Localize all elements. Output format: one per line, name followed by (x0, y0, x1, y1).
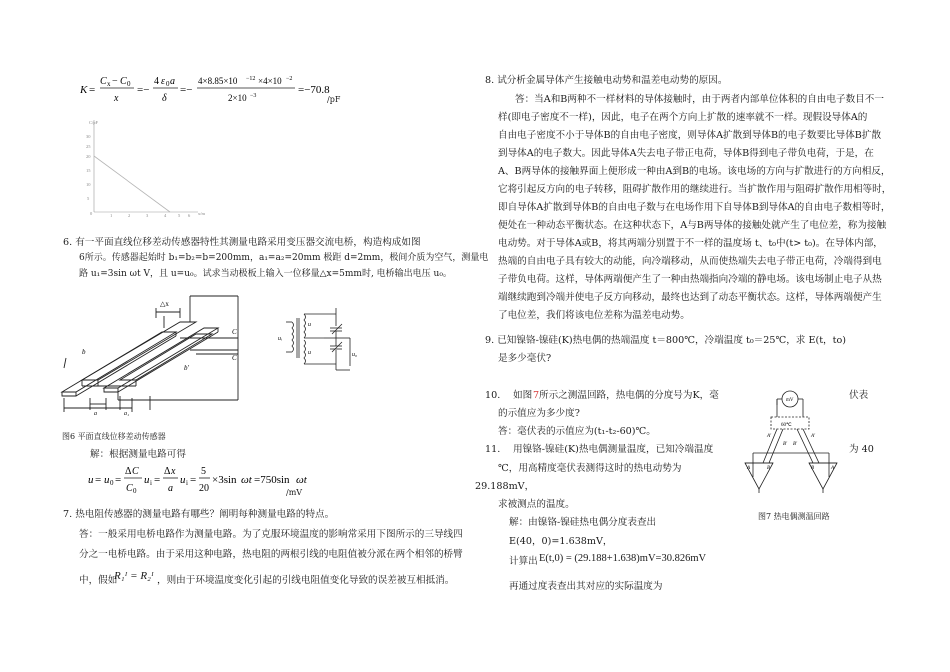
q11-line-2: ℃，用高精度毫伏表测得这时的热电动势为 (498, 463, 682, 474)
q10-line-2: 的示值应为多少度? (498, 408, 580, 419)
fig7-label-b3: B (767, 466, 771, 471)
svg-text:ε: ε (161, 76, 165, 87)
svg-text:ωt: ωt (241, 474, 252, 486)
q11-line-3: 29.188mV， (475, 481, 535, 492)
svg-text:4×8.85×10: 4×8.85×10 (198, 76, 238, 86)
graph-ytick: 25 (86, 144, 91, 149)
q11-formula-e: E(t,0) = (29.188+1.638)mV=30.826mV (539, 553, 707, 564)
svg-text:−3: −3 (250, 93, 257, 99)
q10-answer: 答：毫伏表的示值应为(t₁-t₂-60)℃。 (498, 426, 656, 437)
q7-line-1: 7. 热电阻传感器的测量电路有哪些？阐明每种测量电路的特点。 (63, 509, 335, 520)
svg-text:K: K (80, 84, 88, 96)
graph-ytick: 5 (87, 196, 90, 201)
fig7-label-a1: A' (767, 434, 772, 439)
svg-text:0: 0 (133, 487, 137, 495)
figure-7 (733, 385, 853, 505)
formula-u (88, 462, 318, 498)
svg-text:u: u (88, 474, 94, 486)
q6-line-3: 路 u₁=3sin ωt V，且 u=u₀。试求当动极板上输入一位移量△x=5mm时, 电桥输出电压 u₀。 (79, 269, 452, 279)
svg-text:0: 0 (166, 80, 170, 88)
svg-text:×3sin: ×3sin (212, 474, 237, 486)
fig6-label-dx: △x (160, 300, 169, 308)
fig6-label-ui: uᵢ (278, 336, 282, 342)
graph-xtick: 6 (188, 213, 191, 218)
svg-text:=−70.8: =−70.8 (298, 84, 330, 96)
q11-line-4: 求被测点的温度。 (498, 499, 575, 510)
fig7-meter-label: mV (786, 398, 794, 403)
figure-7-svg (733, 385, 853, 505)
q8-answer-line: 到导体A的电子数大。因此导体A失去电子带正电荷，导体B得到电子带负电荷，于是，在 (498, 148, 874, 159)
q7-line-4b: ，则由于环境温度变化引起的引线电阻值变化导致的误差被互相抵消。 (157, 575, 455, 586)
svg-text:=: = (95, 474, 102, 486)
graph-ytick: 15 (86, 168, 91, 173)
fig7-label-a3: A (747, 466, 751, 471)
q7-formula-r: R₁ᴵ = R₂ᴵ (114, 570, 154, 582)
q11-text: 用镍铬-镍硅(K)热电偶测量温度，已知冷端温度 (513, 444, 714, 455)
q8-answer-line: 它将引起反方向的电子转移，阻碍扩散作用的继续进行。当扩散作用与阻碍扩散作用相等时， (498, 184, 892, 195)
svg-text:2×10: 2×10 (228, 93, 247, 103)
svg-text:u: u (104, 474, 110, 486)
right-column (475, 0, 950, 672)
fig7-caption: 图7 热电偶测温回路 (758, 512, 830, 521)
q10-text-a: 如图 (513, 390, 533, 401)
figure-6 (60, 288, 380, 423)
fig6-label-c1: C (232, 328, 237, 336)
fig6-caption: 图6 平面直线位移差动传感器 (62, 432, 166, 441)
graph-line (94, 156, 170, 212)
q8-answer-line: 端继续跑到冷端并使电子反方向移动，最终也达到了动态平衡状态。这样，导体两端便产生 (498, 292, 882, 303)
graph-xtick: 3 (146, 213, 149, 218)
q7-line-2: 答：一般采用电桥电路作为测量电路。为了克服环境温度的影响常采用下图所示的三导线四 (79, 529, 463, 540)
svg-text:ωt: ωt (296, 474, 307, 486)
graph-ytick: 20 (86, 154, 91, 159)
q6-line-2: 6所示。传感器起始时 b₁=b₂=b=200mm，a₁=a₂=20mm 极距 d=2mm，极间介质为空气，测量电 (79, 253, 489, 263)
q11-number: 11. (485, 444, 501, 455)
graph-xtick: 1 (110, 213, 113, 218)
formula-u-unit: /mV (286, 488, 303, 497)
graph-xtick: 4 (164, 213, 167, 218)
capacitance-graph (86, 116, 216, 222)
svg-text:δ: δ (162, 93, 167, 104)
q8-answer-line: 电动势。对于导体A或B，将其两端分别置于不一样的温度场 t、t₀中(t> t₀)。在导体内部， (498, 238, 883, 249)
q8-answer-line: 了电位差，我们将该电位差称为温差电动势。 (498, 310, 690, 321)
q8-answer-line: 子带负电荷。这样，导体两端便产生了一种由热端指向冷端的静电场。该电场制止电子从热 (498, 274, 882, 285)
q11-answer-2: E(40，0)=1.638mV， (509, 536, 613, 547)
fig7-label-b4: B (811, 466, 815, 471)
svg-text:x: x (171, 466, 176, 477)
svg-text:u: u (144, 474, 150, 486)
svg-text:x: x (114, 93, 119, 104)
q11-answer-1: 解：由镍铬-镍硅热电偶分度表查出 (509, 517, 657, 528)
q8-answer-line: 即自导体A扩散到导体B的自由电子数与在电场作用下自导体B到导体A的自由电子数相等时， (498, 202, 891, 213)
svg-text:0: 0 (110, 479, 114, 487)
q11-answer-4: 再通过度表查出其对应的实际温度为 (509, 581, 663, 592)
svg-text:×4×10: ×4×10 (258, 76, 282, 86)
q8-answer-line: A、B两导体的接触界面上便形成一种由A到B的电场。该电场的方向与扩散进行的方向相反， (498, 166, 891, 177)
fig7-label-a4: A (831, 466, 835, 471)
svg-text:i: i (186, 479, 188, 487)
q10-text-b: 所示之测温回路，热电偶的分度号为K，毫 (539, 390, 719, 401)
fig6-label-u0: u₀ (352, 352, 358, 358)
svg-text:−12: −12 (246, 76, 256, 82)
fig6-label-b: b (82, 348, 86, 356)
svg-text:=750sin: =750sin (254, 474, 290, 486)
graph-xtick: 5 (178, 213, 181, 218)
answer6-intro: 解：根据测量电路可得 (90, 449, 186, 460)
svg-text:20: 20 (199, 483, 209, 494)
fig6-label-a1: a₁ (124, 411, 130, 417)
svg-text:a: a (170, 76, 175, 87)
capacitance-graph-svg (86, 116, 216, 222)
svg-text:Δ: Δ (125, 466, 132, 477)
fig6-label-a: a (94, 411, 97, 417)
svg-text:a: a (168, 483, 173, 494)
formula-u-svg (88, 462, 318, 498)
svg-text:−2: −2 (286, 76, 293, 82)
q11-answer-3a: 计算出 (509, 556, 538, 567)
fig7-label-a2: A' (811, 434, 816, 439)
fig7-label-b1: B' (783, 442, 788, 447)
svg-text:0: 0 (127, 80, 131, 88)
svg-text:C: C (120, 76, 127, 87)
svg-text:C: C (126, 483, 133, 494)
graph-ytick: 0 (90, 211, 93, 216)
fig6-label-u-top: u (308, 322, 311, 328)
graph-xlabel: x/m (198, 211, 206, 216)
svg-text:=: = (190, 474, 197, 486)
q7-line-3: 分之一电桥电路。由于采用这种电路，热电阻的两根引线的电阻值被分派在两个相邻的桥臂 (79, 549, 463, 560)
svg-text:=−: =− (180, 84, 193, 96)
q8-answer-line: 样(即电子密度不一样)，因此，电子在两个方向上扩散的速率就不一样。现假设导体A的 (498, 112, 868, 123)
graph-ytick: 10 (86, 182, 91, 187)
q6-line-1: 6. 有一平面直线位移差动传感器特性其测量电路采用变压器交流电桥，构造构成如图 (63, 237, 421, 248)
svg-text:x: x (107, 80, 111, 88)
svg-text:i: i (150, 479, 152, 487)
graph-xtick: 2 (128, 213, 131, 218)
figure-6-svg (60, 288, 380, 423)
fig6-label-b-prime: b' (184, 364, 189, 372)
fig6-label-u-bottom: u (308, 350, 311, 356)
svg-text:=: = (115, 474, 122, 486)
q8-answer-line: 便处在一种动态平衡状态。在这种状态下，A与B两导体的接触处就产生了电位差，称为接触 (498, 220, 887, 231)
q10-number: 10. (485, 390, 501, 401)
q8-title: 8. 试分析金属导体产生接触电动势和温差电动势的原因。 (485, 75, 728, 86)
svg-text:C: C (100, 76, 107, 87)
svg-text:=−: =− (137, 84, 150, 96)
svg-text:5: 5 (201, 466, 206, 477)
svg-text:−: − (112, 76, 118, 87)
svg-text:=: = (89, 84, 96, 96)
svg-text:Δ: Δ (164, 466, 171, 477)
graph-ytick: 30 (86, 134, 91, 139)
q8-answer-line: 答：当A和B两种不一样材料的导体接触时，由于两者内部单位体积的自由电子数目不一 (515, 94, 884, 105)
q10-text-c: 伏表 (849, 390, 869, 401)
fig7-box-label: 60℃ (781, 423, 792, 428)
graph-ylabel: C/pF (89, 120, 99, 125)
q9-line-2: 是多少毫伏? (498, 353, 552, 364)
svg-text:=: = (154, 474, 161, 486)
svg-text:u: u (180, 474, 186, 486)
formula-k-unit: /pF (327, 95, 341, 104)
q11-text-end: 为 40 (849, 444, 874, 455)
fig6-label-c2: C (232, 354, 237, 362)
q7-line-4a: 中，假如 (79, 575, 118, 586)
q8-answer-line: 热端的自由电子具有较大的动能，向冷端移动，从而使热端失去电子带正电荷，冷端得到电 (498, 256, 882, 267)
q8-answer-line: 自由电子密度不小于导体B的自由电子密度，则导体A扩散到导体B的电子数要比导体B扩散 (498, 130, 882, 141)
plate-drawing (62, 296, 238, 412)
svg-text:C: C (132, 466, 139, 477)
svg-text:4: 4 (154, 76, 159, 87)
bridge-circuit (286, 308, 350, 370)
q9-line-1: 9. 已知镍铬-镍硅(K)热电偶的热端温度 t＝800℃，冷端温度 t₀＝25℃，求 E(t，to) (485, 335, 847, 346)
fig7-label-b2: B' (793, 442, 798, 447)
q10-figure-link[interactable]: 7 (533, 390, 540, 401)
